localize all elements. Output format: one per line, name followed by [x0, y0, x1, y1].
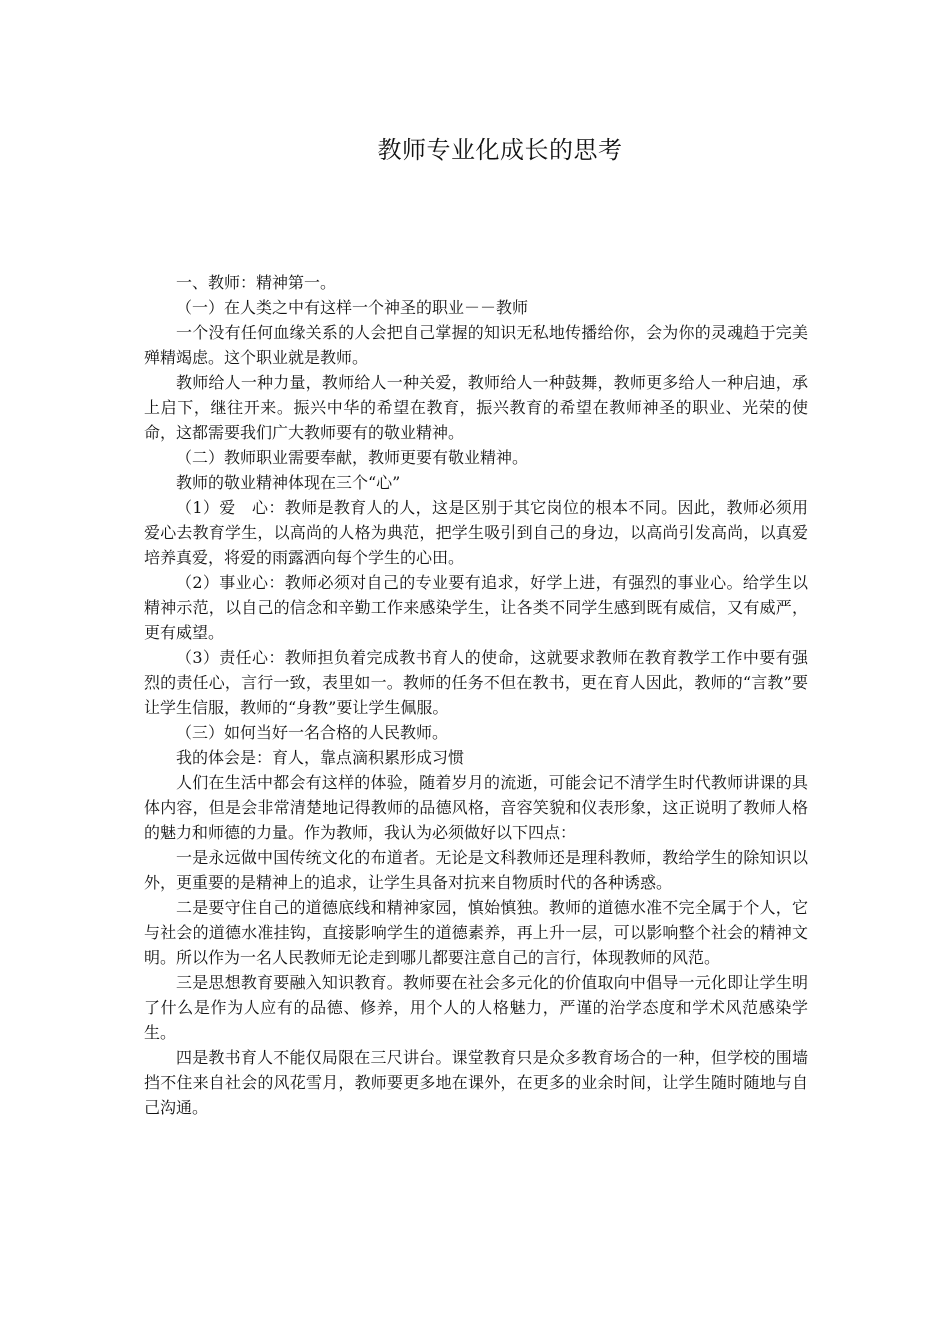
- paragraph: 教师的敬业精神体现在三个“心”: [176, 473, 401, 492]
- point-one: 一是永远做中国传统文化的布道者。无论是文科教师还是理科教师，教给学生的除知识以外，更重要的是精神上的追求，让学生具备对抗来自物质时代的各种诱惑。: [144, 848, 808, 892]
- subsection-heading-1: （一）在人类之中有这样一个神圣的职业－－教师: [176, 298, 529, 317]
- subsection-heading-3: （三）如何当好一名合格的人民教师。: [176, 723, 449, 742]
- document-body: [144, 270, 808, 1120]
- point-two: 二是要守住自己的道德底线和精神家园，慎始慎独。教师的道德水准不完全属于个人，它与社会的道德水准挂钩，直接影响学生的道德素养，再上升一层，可以影响整个社会的精神文明。所以作为一名人民教师无论走到哪儿都要注意自己的言行，体现教师的风范。: [144, 898, 808, 967]
- section-heading-1: 一、教师：精神第一。: [176, 273, 337, 292]
- paragraph: 我的体会是：育人，靠点滴积累形成习惯: [176, 748, 465, 767]
- paragraph: 人们在生活中都会有这样的体验，随着岁月的流逝，可能会记不清学生时代教师讲课的具体内容，但是会非常清楚地记得教师的品德风格，音容笑貌和仪表形象，这正说明了教师人格的魅力和师德的力量。作为教师，我认为必须做好以下四点：: [144, 773, 808, 842]
- list-item-career: （2）事业心：教师必须对自己的专业要有追求，好学上进，有强烈的事业心。给学生以精神示范，以自己的信念和辛勤工作来感染学生，让各类不同学生感到既有威信，又有威严，更有威望。: [144, 573, 808, 642]
- point-four: 四是教书育人不能仅局限在三尺讲台。课堂教育只是众多教育场合的一种，但学校的围墙挡不住来自社会的风花雪月，教师要更多地在课外，在更多的业余时间，让学生随时随地与自己沟通。: [144, 1048, 808, 1117]
- paragraph: 一个没有任何血缘关系的人会把自己掌握的知识无私地传播给你，会为你的灵魂趋于完美殚精竭虑。这个职业就是教师。: [144, 323, 808, 367]
- list-item-responsibility: （3）责任心：教师担负着完成教书育人的使命，这就要求教师在教育教学工作中要有强烈的责任心，言行一致，表里如一。教师的任务不但在教书，更在育人因此，教师的“言教”要让学生信服，教师的“身教”要让学生佩服。: [144, 648, 808, 717]
- paragraph: 教师给人一种力量，教师给人一种关爱，教师给人一种鼓舞，教师更多给人一种启迪，承上启下，继往开来。振兴中华的希望在教育，振兴教育的希望在教师神圣的职业、光荣的使命，这都需要我们广大教师要有的敬业精神。: [144, 373, 808, 442]
- point-three: 三是思想教育要融入知识教育。教师要在社会多元化的价值取向中倡导一元化即让学生明了什么是作为人应有的品德、修养，用个人的人格魅力，严谨的治学态度和学术风范感染学生。: [144, 973, 808, 1042]
- subsection-heading-2: （二）教师职业需要奉献，教师更要有敬业精神。: [176, 448, 529, 467]
- document-title: 教师专业化成长的思考: [377, 136, 623, 164]
- list-item-love: （1）爱 心：教师是教育人的人，这是区别于其它岗位的根本不同。因此，教师必须用爱心去教育学生，以高尚的人格为典范，把学生吸引到自己的身边，以高尚引发高尚，以真爱培养真爱，将爱的雨露洒向每个学生的心田。: [144, 498, 808, 567]
